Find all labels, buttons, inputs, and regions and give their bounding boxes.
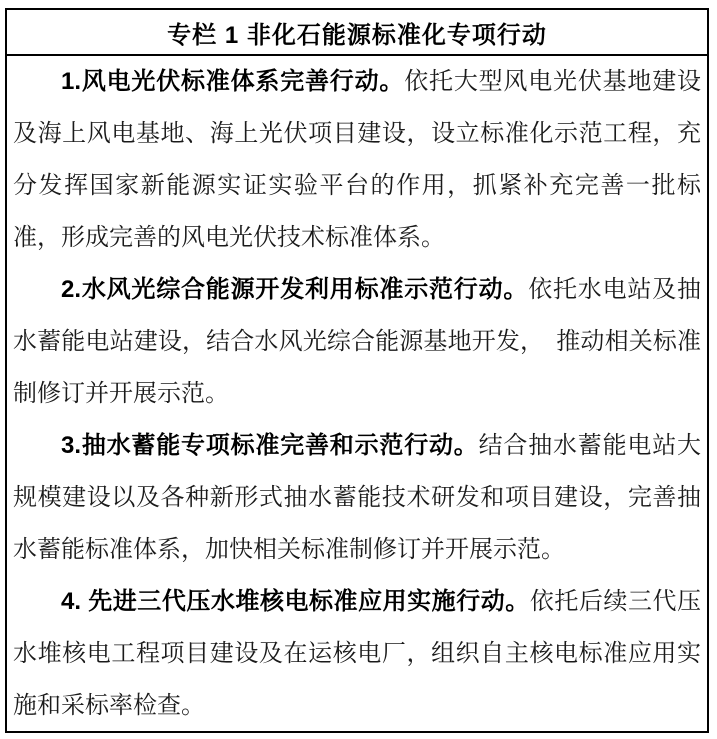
column-content xyxy=(7,56,707,732)
action-paragraph-2 xyxy=(13,264,701,420)
action-4-body: 依托后续三代压水堆核电工程项目建设及在运核电厂，组织自主核电标准应用实施和采标率检查。 xyxy=(13,589,702,719)
action-3-heading: 3.抽水蓄能专项标准完善和示范行动。 xyxy=(61,432,479,459)
action-4-heading: 4. 先进三代压水堆核电标准应用实施行动。 xyxy=(61,588,530,615)
action-1-body: 依托大型风电光伏基地建设及海上风电基地、海上光伏项目建设，设立标准化示范工程，充分发挥国家新能源实证实验平台的作用，抓紧补充完善一批标准，形成完善的风电光伏技术标准体系。 xyxy=(13,69,702,251)
column-title: 专栏 1 非化石能源标准化专项行动 xyxy=(7,10,707,56)
action-2-body: 依托水电站及抽水蓄能电站建设，结合水风光综合能源基地开发， 推动相关标准制修订并开展示范。 xyxy=(13,277,701,407)
action-2-heading: 2.水风光综合能源开发利用标准示范行动。 xyxy=(61,276,529,303)
column-box xyxy=(5,8,709,733)
action-3-body: 结合抽水蓄能电站大规模建设以及各种新形式抽水蓄能技术研发和项目建设，完善抽水蓄能标准体系，加快相关标准制修订并开展示范。 xyxy=(13,433,702,563)
action-paragraph-4 xyxy=(13,576,701,732)
action-paragraph-3 xyxy=(13,420,701,576)
action-paragraph-1 xyxy=(13,56,701,264)
action-1-heading: 1.风电光伏标准体系完善行动。 xyxy=(61,68,405,95)
